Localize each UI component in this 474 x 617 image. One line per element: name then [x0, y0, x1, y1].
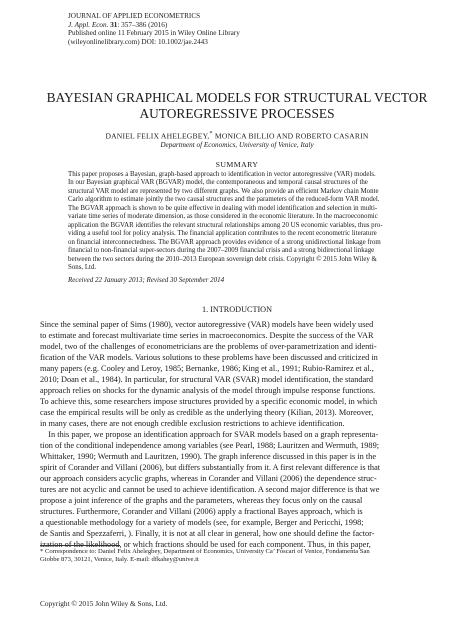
journal-abbrev: J. Appl. Econ.	[68, 20, 109, 29]
summary-line: application the BGVAR identifies the relevant structural relationships among 20 US economic variables, thus pro-	[68, 221, 383, 229]
paragraph-line: 2010; Doan et al., 1984). In particular, for structural VAR (SVAR) model identification, the standard	[40, 375, 374, 384]
summary-line: This paper proposes a Bayesian, graph-based approach to identification in vector autoregressive (VAR) models.	[68, 171, 376, 178]
paragraph-line: de Santis and Spezzaferri, ). Finally, it is not at all clear in general, how one should define the factor-	[40, 529, 375, 538]
paper-title	[40, 90, 434, 122]
copyright-notice: Copyright © 2015 John Wiley & Sons, Ltd.	[40, 599, 168, 608]
section-heading: 1. INTRODUCTION	[201, 305, 273, 314]
intro-paragraph-1	[40, 319, 434, 429]
author-first: DANIEL FELIX AHELEGBEY,	[105, 131, 210, 141]
journal-name: JOURNAL OF APPLIED ECONOMETRICS	[68, 12, 201, 20]
author-rest: MONICA BILLIO AND ROBERTO CASARIN	[212, 131, 369, 141]
intro-paragraph-2	[40, 429, 434, 550]
summary-line: structural VAR model are represented by two different graphs. We also provide an efficient Markov chain Monte	[68, 187, 379, 195]
journal-volume: 31	[110, 20, 118, 29]
paragraph-line: a questionable methodology for a variety of models (see, for example, Berger and Pericchi, 1998;	[40, 518, 364, 527]
paragraph-line: many papers (e.g. Cooley and Leroy, 1985; Bernanke, 1986; King et al., 1991; Rubio-Ramirez et al.,	[40, 364, 374, 373]
paragraph-line: Since the seminal paper of Sims (1980), vector autoregressive (VAR) models have been widely used	[40, 320, 374, 329]
journal-doi[interactable]: (wileyonlinelibrary.com) DOI: 10.1002/jae.2443	[68, 37, 208, 46]
summary-line: financial to non-financial super-sectors during the 2007–2009 financial crisis and a strong bidirectional linkage	[68, 247, 375, 255]
paragraph-line: fication of the VAR models. Various solutions to these problems have been discussed and criticized in	[40, 353, 378, 362]
summary-text	[68, 171, 406, 272]
summary-line: The BGVAR approach is shown to be quite effective in dealing with model identification and selection in multi-	[68, 204, 378, 212]
title-line-2: AUTOREGRESSIVE PROCESSES	[139, 106, 335, 121]
received-dates: Received 22 January 2013; Revised 30 September 2014	[68, 276, 225, 284]
summary-heading: SUMMARY	[215, 160, 259, 169]
summary-line: between the two sectors during the 2010–2013 European sovereign debt crisis. Copyright © 2015 John Wiley &	[68, 255, 377, 263]
affiliation: Department of Economics, University of Venice, Italy	[160, 141, 314, 149]
journal-published: Published online 11 February 2015 in Wiley Online Library	[68, 29, 240, 38]
paragraph-line: our approach considers acyclic graphs, whereas in Corander and Villani (2006) the dependence struc-	[40, 474, 377, 483]
journal-header	[68, 12, 240, 46]
paragraph-line: structures. Furthermore, Corander and Villani (2006) apply a fractional Bayes approach, which is	[40, 507, 363, 516]
author-list	[40, 130, 434, 141]
footnote-divider	[40, 545, 120, 546]
summary-line: on financial interconnectedness. The BGVAR approach provides evidence of a strong unidirectional linkage from	[68, 238, 381, 246]
footnote	[40, 548, 434, 564]
footnote-line-1: * Correspondence to: Daniel Felix Ahelegbey, Department of Economics, University Ca’ Foscari of Venice, Fondamenta San	[40, 548, 370, 555]
title-line-1: BAYESIAN GRAPHICAL MODELS FOR STRUCTURAL VECTOR	[46, 90, 428, 105]
paragraph-line: ization of the likelihood, or which fractions should be used for each component. Thus, in this paper,	[40, 540, 371, 549]
paragraph-line: tures are not acyclic and cannot be used to achieve identification. A second major difference is that we	[40, 485, 380, 494]
summary-line: In our Bayesian graphical VAR (BGVAR) model, the contemporaneous and temporal causal structures of the	[68, 179, 368, 187]
paragraph-line: spirit of Corander and Villani (2006), but differs substantially from it. A first relevant difference is that	[40, 463, 381, 472]
summary-line: viding a useful tool for policy analysis. The financial application contributes to the recent econometric literature	[68, 230, 377, 238]
paragraph-line: In this paper, we propose an identification approach for SVAR models based on a graph representa-	[40, 430, 379, 439]
paragraph-line: approach relies on shocks for the dynamic analysis of the model through impulse response functions.	[40, 386, 376, 395]
journal-citation	[68, 21, 240, 30]
paragraph-line: To achieve this, some researchers impose structures provided by a specific economic model, in which	[40, 397, 378, 406]
journal-pages: : 357–386 (2016)	[117, 20, 168, 29]
paragraph-line: Whittaker, 1990; Wermuth and Lauritzen, 1990). The graph inference discussed in this paper is in the	[40, 452, 377, 461]
summary-line: Sons, Ltd.	[68, 263, 97, 271]
paragraph-line: case the empirical results will be only as credible as the underlying theory (Kilian, 2013). Moreover,	[40, 408, 374, 417]
summary-line: Carlo algorithm to estimate jointly the two causal structures and the parameters of the reduced-form VAR model.	[68, 196, 380, 204]
paragraph-line: propose a joint inference of the graphs and the parameters, whereas they focus only on the causal	[40, 496, 363, 505]
paragraph-line: model, two of the challenges of econometricians are the problems of over-parametrization and identi-	[40, 342, 377, 351]
paragraph-line: in many cases, there are not enough credible exclusion restrictions to achieve identification.	[40, 419, 345, 428]
summary-line: variate time series of moderate dimension, as those considered in the economic literature. In the macroeconomic	[68, 213, 378, 221]
footnote-line-2: Giobbe 873, 30121, Venice, Italy. E-mail: dfkahey@unive.it	[40, 556, 199, 564]
correspondence-marker[interactable]: *	[209, 130, 213, 137]
paragraph-line: tion of the conditional independence among variables (see Pearl, 1988; Lauritzen and Wermuth, 1989;	[40, 441, 380, 450]
paragraph-line: to estimate and forecast multivariate time series in macroeconomics. Despite the success of the VAR	[40, 331, 374, 340]
